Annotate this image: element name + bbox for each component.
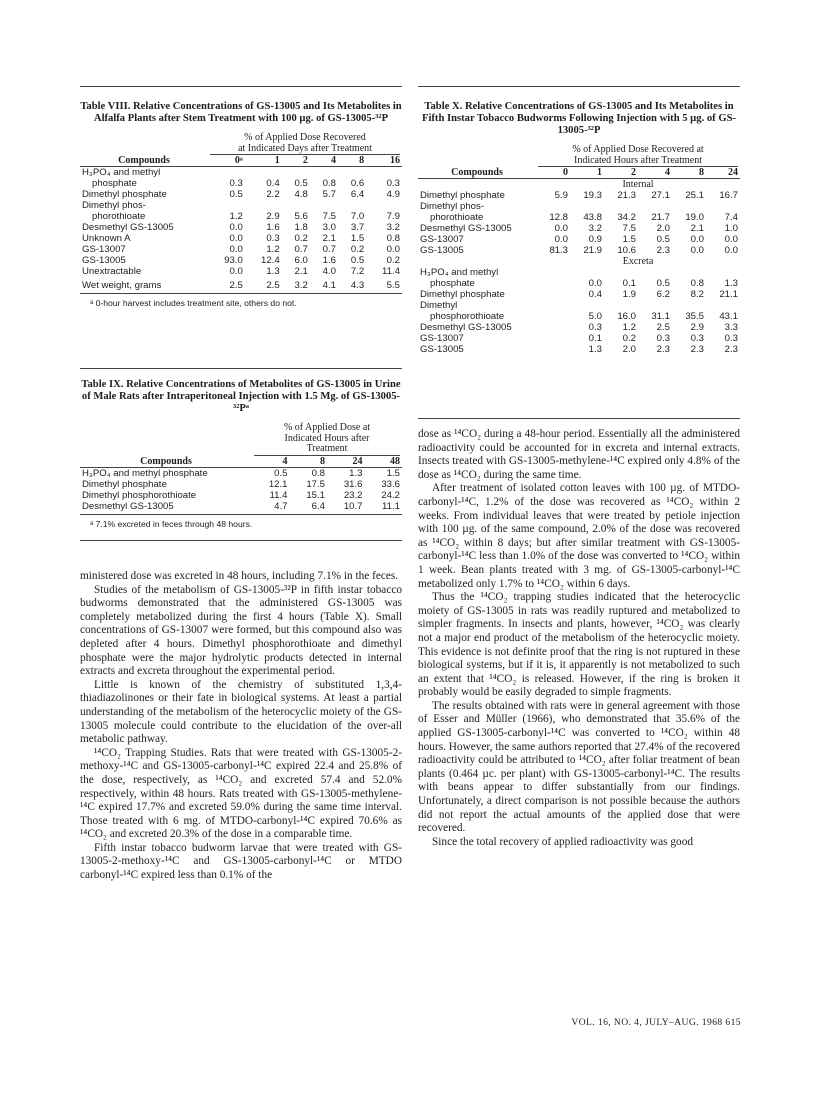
cell-value: 0.6 [350, 178, 365, 189]
cell-value: 5.0 [588, 311, 602, 322]
cell-value: 6.4 [311, 500, 325, 512]
cell-value: 1.3 [349, 467, 363, 479]
cell-value [638, 201, 672, 212]
cell-value: 12.8 [549, 212, 568, 223]
row-label: Dimethyl phosphate [420, 190, 505, 201]
table-row [418, 201, 740, 212]
column-header: 2 [631, 167, 636, 178]
cell-value: 21.3 [617, 190, 636, 201]
cell-value: 23.2 [343, 489, 363, 501]
table-x-span-head-2: Indicated Hours after Treatment [538, 156, 738, 168]
wet-weight-value: 5.5 [386, 280, 400, 291]
cell-value: 0.3 [386, 178, 400, 189]
cell-value: 0.2 [350, 244, 365, 255]
cell-value: 35.5 [685, 311, 704, 322]
cell-value: 93.0 [224, 255, 243, 266]
table-viii-end-rule [80, 368, 402, 369]
cell-value: 0.2 [622, 333, 636, 344]
row-label: phosphate [92, 178, 137, 189]
table-row [80, 178, 402, 189]
table-row [418, 245, 740, 256]
cell-value: 0.8 [386, 233, 400, 244]
cell-value [208, 200, 245, 211]
cell-value: 0.7 [294, 244, 308, 255]
table-x-end-rule [418, 418, 740, 419]
table-x-section-internal: Internal [622, 179, 654, 190]
table-row [418, 278, 740, 289]
cell-value: 2.9 [690, 322, 704, 333]
table-row [418, 234, 740, 245]
table-row [80, 490, 402, 501]
cell-value: 7.9 [386, 211, 400, 222]
cell-value: 21.7 [651, 212, 670, 223]
cell-value [536, 267, 570, 278]
table-row [80, 501, 402, 512]
table-ix-span-head-3: Treatment [254, 444, 400, 456]
cell-value [706, 300, 740, 311]
cell-value: 0.8 [311, 467, 325, 479]
cell-value: 0.3 [266, 233, 280, 244]
cell-value: 2.0 [656, 223, 670, 234]
cell-value: 4.9 [386, 189, 400, 200]
cell-value [536, 300, 570, 311]
top-rule-left [80, 86, 402, 87]
table-row [80, 167, 402, 179]
cell-value: 0.8 [690, 278, 704, 289]
column-header: 8 [320, 455, 325, 467]
table-ix-caption-text: Relative Concentrations of Metabolites of GS-13005 in Urine of Male Rats after Intraperitoneal Injection with 1.5 Mg. of GS-13005-³²Pᵃ [81, 379, 401, 414]
table-x [418, 101, 740, 355]
cell-value [310, 200, 338, 211]
cell-value [570, 267, 604, 278]
cell-value: 0.0 [386, 244, 400, 255]
cell-value: 0.5 [274, 467, 288, 479]
cell-value [570, 300, 604, 311]
cell-value: 6.4 [350, 189, 365, 200]
wet-weight-value: 2.5 [266, 280, 280, 291]
table-x-span-head-1: % of Applied Dose Recovered at [572, 144, 704, 155]
cell-value [570, 201, 604, 212]
cell-value [672, 201, 706, 212]
table-row [418, 333, 740, 344]
column-header: 4 [665, 167, 670, 178]
cell-value: 3.7 [350, 222, 365, 233]
row-label: GS-13007 [82, 244, 126, 255]
cell-value: 6.0 [294, 255, 308, 266]
cell-value: 0.0 [690, 245, 704, 256]
table-ix-caption [80, 379, 402, 415]
left-paragraph: ¹⁴CO₂ Trapping Studies. Rats that were treated with GS-13005-2-methoxy-¹⁴C and GS-13005-carbonyl-¹⁴C expired 22.4 and 25.8% of the dose, respectively, as ¹⁴CO₂ and excreted 57.4 and 52.0% respectively, within 48 hours. Rats treated with GS-13005-methylene-¹⁴C expired 17.7% and excreted 59.0% during the same time interval. Those treated with 6 mg. of MTDO-carbonyl-¹⁴C expired 70.6% as ¹⁴CO₂ and excreted 20.3% of the dose in a comparable time. [80, 746, 402, 841]
cell-value: 10.7 [343, 500, 363, 512]
cell-value: 33.6 [381, 478, 400, 490]
left-paragraph: Fifth instar tobacco budworm larvae that were treated with GS-13005-2-methoxy-¹⁴C and GS-13005-carbonyl-¹⁴C or MTDO carbonyl-¹⁴C expired less than 0.1% of the [80, 841, 402, 882]
table-viii-footnote: ᵃ 0-hour harvest includes treatment site, others do not. [90, 298, 297, 308]
column-header: 8 [359, 155, 365, 166]
table-viii-span-head-2: at Indicated Days after Treatment [210, 144, 400, 156]
row-label: Dimethyl phosphorothioate [82, 489, 197, 501]
table-viii [80, 101, 402, 308]
cell-value: 5.9 [554, 190, 568, 201]
table-row [80, 467, 402, 479]
cell-value: 0.0 [229, 266, 243, 277]
right-body-text [418, 428, 740, 849]
table-row [418, 311, 740, 322]
cell-value: 1.5 [350, 233, 365, 244]
cell-value: 0.5 [350, 255, 365, 266]
row-label: H₃PO₄ and methyl [82, 167, 161, 178]
table-viii-bottom-rule [80, 293, 402, 294]
cell-value: 7.5 [322, 211, 336, 222]
table-ix-span-head-2: Indicated Hours after [284, 432, 370, 444]
cell-value: 27.1 [651, 190, 670, 201]
cell-value: 2.2 [266, 189, 280, 200]
cell-value: 0.0 [229, 222, 243, 233]
row-label: GS-13005 [420, 344, 464, 355]
cell-value [282, 200, 310, 211]
cell-value: 2.1 [690, 223, 704, 234]
cell-value: 81.3 [549, 245, 568, 256]
table-row [418, 212, 740, 223]
cell-value [638, 300, 672, 311]
cell-value: 43.1 [719, 311, 738, 322]
table-ix-end-rule [80, 540, 402, 541]
cell-value: 7.4 [724, 212, 738, 223]
cell-value [536, 311, 570, 322]
cell-value: 17.5 [306, 478, 325, 490]
cell-value: 19.0 [685, 212, 704, 223]
cell-value [338, 200, 366, 211]
table-ix-bottom-rule [80, 514, 402, 515]
cell-value: 2.0 [622, 344, 636, 355]
table-row [418, 322, 740, 333]
cell-value [536, 289, 570, 300]
cell-value: 4.7 [274, 500, 288, 512]
top-rule-right [418, 86, 740, 87]
table-viii-caption [80, 101, 402, 125]
left-paragraph: Studies of the metabolism of GS-13005-³²P in fifth instar tobacco budworms demonstrated that the administered GS-13005 was completely metabolized during the first 4 hours (Table X). Small concentrations of GS-13007 were formed, but this compound also was depleted after 4 hours. Dimethyl phosphorothioate and dimethyl phosphate were the major hydrolytic products detected in internal extracts and excreta throughout the experimental period. [80, 583, 402, 678]
column-header: 16 [390, 155, 400, 166]
table-viii-grid [80, 133, 402, 291]
row-label: Dimethyl phosphate [82, 478, 167, 490]
column-header: 2 [302, 155, 308, 166]
cell-value: 0.0 [229, 244, 243, 255]
row-label: H₃PO₄ and methyl [420, 267, 499, 278]
cell-value: 7.5 [622, 223, 636, 234]
column-header: 0 [563, 167, 568, 178]
table-ix-col-compounds: Compounds [140, 455, 192, 467]
row-label: phosphorothioate [430, 311, 505, 322]
cell-value: 24.2 [381, 489, 400, 501]
row-label: GS-13007 [420, 234, 464, 245]
cell-value: 3.0 [322, 222, 336, 233]
cell-value: 1.2 [622, 322, 636, 333]
cell-value: 5.7 [322, 189, 336, 200]
cell-value: 3.2 [386, 222, 400, 233]
table-row [418, 190, 740, 201]
cell-value: 0.5 [229, 189, 243, 200]
cell-value: 12.4 [261, 255, 280, 266]
row-label: Dimethyl phos- [82, 200, 146, 211]
cell-value: 7.0 [350, 211, 365, 222]
cell-value: 2.1 [294, 266, 308, 277]
cell-value [604, 201, 638, 212]
cell-value: 11.4 [269, 489, 288, 501]
table-row [80, 479, 402, 490]
cell-value: 4.8 [294, 189, 308, 200]
cell-value: 1.8 [294, 222, 308, 233]
column-header: 24 [352, 455, 363, 467]
cell-value: 1.2 [266, 244, 280, 255]
cell-value: 0.7 [322, 244, 336, 255]
column-header: 1 [597, 167, 602, 178]
table-row [80, 255, 402, 266]
cell-value [672, 267, 706, 278]
row-label: GS-13005 [420, 245, 464, 256]
right-paragraph: The results obtained with rats were in general agreement with those of Esser and Müller (1966), who demonstrated that 35.6% of the applied GS-13005-carbonyl-¹⁴C was converted to ¹⁴CO₂ within 48 hours. However, the same authors reported that 27.4% of the recovered radioactivity could be attributed to ¹⁴CO₂ after foliar treatment of bean plants (0.464 µc. per plant) with GS-13005-carbonyl-¹⁴C. The results with beans appear to differ substantially from our findings. Unfortunately, a direct comparison is not possible because the authors did not report the actual amounts of the applied dose that were recovered. [418, 699, 740, 835]
cell-value: 0.0 [554, 234, 568, 245]
cell-value: 0.3 [724, 333, 738, 344]
cell-value: 21.1 [719, 289, 738, 300]
wet-weight-value: 4.1 [322, 280, 336, 291]
cell-value [604, 267, 638, 278]
left-paragraph: ministered dose was excreted in 48 hours, including 7.1% in the feces. [80, 570, 399, 582]
cell-value: 25.1 [685, 190, 704, 201]
cell-value: 34.2 [617, 212, 636, 223]
table-row [80, 266, 402, 277]
cell-value: 2.3 [656, 344, 670, 355]
cell-value: 0.2 [386, 255, 400, 266]
table-x-caption-text: Relative Concentrations of GS-13005 and Its Metabolites in Fifth Instar Tobacco Budworms Following Injection with 5 µg. of GS-13005-³²P [421, 101, 737, 136]
table-row [80, 244, 402, 255]
cell-value: 1.2 [229, 211, 243, 222]
table-row [418, 267, 740, 278]
cell-value [638, 267, 672, 278]
table-x-grid [418, 145, 740, 355]
cell-value: 31.6 [343, 478, 363, 490]
table-viii-col-compounds: Compounds [118, 155, 170, 166]
cell-value: 11.1 [382, 500, 400, 512]
cell-value [706, 267, 740, 278]
cell-value: 15.1 [306, 489, 325, 501]
cell-value: 0.3 [229, 178, 243, 189]
cell-value: 21.9 [583, 245, 602, 256]
cell-value [282, 167, 310, 179]
table-ix [80, 379, 402, 529]
cell-value: 0.5 [294, 178, 308, 189]
column-header: 4 [282, 455, 288, 467]
row-label: Dimethyl phosphate [82, 189, 167, 200]
table-row [80, 211, 402, 222]
column-header: 1 [274, 155, 280, 166]
cell-value [366, 167, 402, 179]
cell-value [536, 333, 570, 344]
cell-value: 31.1 [651, 311, 670, 322]
cell-value: 11.4 [382, 266, 400, 277]
table-ix-footnote: ᵃ 7.1% excreted in feces through 48 hours. [90, 518, 253, 529]
cell-value [536, 201, 570, 212]
left-paragraph: Little is known of the chemistry of substituted 1,3,4-thiadiazolinones or their fate in biological systems. At least a partial understanding of the metabolism of the heterocyclic moiety of the GS-13005 molecule could contribute to the elucidation of the over-all metabolic pathway. [80, 678, 402, 746]
row-label: Desmethyl GS-13005 [420, 322, 512, 333]
cell-value: 19.3 [583, 190, 602, 201]
cell-value: 43.8 [583, 212, 602, 223]
row-label: GS-13007 [420, 333, 464, 344]
cell-value: 0.5 [656, 278, 670, 289]
cell-value: 1.0 [724, 223, 738, 234]
cell-value: 1.6 [322, 255, 336, 266]
cell-value [706, 201, 740, 212]
right-paragraph: Thus the ¹⁴CO₂ trapping studies indicated that the heterocyclic moiety of GS-13005 in rats was readily ruptured and metabolized to simpler fragments. In insects and plants, however, ¹⁴CO₂ was clearly not a major end product of the metabolism of the heterocyclic moiety. This evidence is not definite proof that the ring is not ruptured in these biological systems, but if it is, it apparently is not metabolized to such an extent that ¹⁴CO₂ is released. However, if the ring is broken it probably would be easily degraded to simple fragments. [418, 591, 740, 699]
table-row [418, 300, 740, 311]
table-row [418, 289, 740, 300]
row-label: Desmethyl GS-13005 [82, 222, 174, 233]
cell-value: 3.3 [724, 322, 738, 333]
row-label: Desmethyl GS-13005 [82, 500, 174, 512]
cell-value: 0.0 [724, 234, 738, 245]
row-label: Unextractable [82, 266, 142, 277]
cell-value: 4.0 [322, 266, 336, 277]
table-x-section-excreta: Excreta [622, 256, 654, 267]
cell-value: 2.3 [724, 344, 738, 355]
cell-value: 0.0 [690, 234, 704, 245]
cell-value: 2.9 [266, 211, 280, 222]
cell-value [310, 167, 338, 179]
table-row [418, 223, 740, 234]
column-header: 24 [728, 167, 738, 178]
cell-value: 0.4 [588, 289, 602, 300]
row-label: phosphate [430, 278, 475, 289]
column-header: 0ᵃ [234, 155, 243, 166]
table-ix-caption-lead: Table IX. [81, 379, 124, 390]
cell-value: 0.8 [322, 178, 336, 189]
wet-weight-value: 4.3 [350, 280, 365, 291]
table-x-caption [418, 101, 740, 137]
cell-value [604, 300, 638, 311]
cell-value: 3.2 [588, 223, 602, 234]
cell-value: 0.9 [588, 234, 602, 245]
row-label: GS-13005 [82, 255, 126, 266]
column-header: 8 [699, 167, 704, 178]
table-row [80, 233, 402, 244]
cell-value [245, 200, 282, 211]
cell-value: 1.3 [588, 344, 602, 355]
table-x-caption-lead: Table X. [424, 101, 463, 112]
right-paragraph: Since the total recovery of applied radioactivity was good [432, 835, 693, 848]
cell-value: 0.1 [588, 333, 602, 344]
row-label: Dimethyl [420, 300, 458, 311]
cell-value: 0.3 [656, 333, 670, 344]
cell-value [338, 167, 366, 179]
cell-value: 8.2 [690, 289, 704, 300]
cell-value: 5.6 [294, 211, 308, 222]
cell-value: 6.2 [656, 289, 670, 300]
cell-value: 1.6 [266, 222, 280, 233]
table-ix-grid [80, 423, 402, 512]
table-x-col-compounds: Compounds [451, 167, 503, 178]
table-row [80, 200, 402, 211]
wet-weight-value: 2.5 [229, 280, 243, 291]
cell-value: 1.5 [622, 234, 636, 245]
left-body-text [80, 570, 402, 883]
cell-value: 2.3 [656, 245, 670, 256]
cell-value [536, 278, 570, 289]
table-viii-caption-lead: Table VIII. [80, 101, 131, 112]
row-label: Dimethyl phosphate [420, 289, 505, 300]
cell-value: 2.3 [690, 344, 704, 355]
cell-value [536, 322, 570, 333]
table-ix-span-head-1: % of Applied Dose at [283, 422, 371, 433]
cell-value: 1.9 [622, 289, 636, 300]
row-label: Unknown A [82, 233, 131, 244]
cell-value: 0.1 [622, 278, 636, 289]
cell-value: 0.0 [588, 278, 602, 289]
cell-value: 16.0 [617, 311, 636, 322]
column-header: 4 [331, 155, 336, 166]
page-footer: VOL. 16, NO. 4, JULY–AUG. 1968 615 [571, 1017, 741, 1028]
cell-value: 2.5 [656, 322, 670, 333]
cell-value [672, 300, 706, 311]
table-row [418, 344, 740, 355]
table-viii-caption-text: Relative Concentrations of GS-13005 and Its Metabolites in Alfalfa Plants after Stem Treatment with 100 µg. of GS-13005-³²P [93, 101, 402, 124]
table-viii-wet-label: Wet weight, grams [82, 280, 162, 291]
cell-value: 0.4 [266, 178, 280, 189]
cell-value: 0.0 [229, 233, 243, 244]
cell-value: 0.3 [588, 322, 602, 333]
table-row [80, 189, 402, 200]
cell-value: 0.3 [690, 333, 704, 344]
right-paragraph: dose as ¹⁴CO₂ during a 48-hour period. Essentially all the administered radioactivity could be accounted for in excreta and internal extracts. Insects treated with GS-13005-methylene-¹⁴C expired only 4.8% of the dose as ¹⁴CO₂ during the same time. [418, 428, 740, 481]
cell-value: 12.1 [268, 478, 288, 490]
cell-value [208, 167, 245, 179]
column-header: 48 [390, 455, 400, 467]
row-label: Dimethyl phos- [420, 201, 484, 212]
row-label: phorothioate [92, 211, 146, 222]
cell-value: 16.7 [719, 190, 738, 201]
cell-value [536, 344, 570, 355]
cell-value: 7.2 [350, 266, 365, 277]
row-label: Desmethyl GS-13005 [420, 223, 512, 234]
cell-value: 1.3 [724, 278, 738, 289]
row-label: H₃PO₄ and methyl phosphate [82, 467, 208, 479]
cell-value: 0.0 [724, 245, 738, 256]
wet-weight-value: 3.2 [294, 280, 308, 291]
row-label: phorothioate [430, 212, 484, 223]
cell-value: 1.3 [266, 266, 280, 277]
cell-value [245, 167, 282, 179]
cell-value: 1.5 [386, 467, 400, 479]
cell-value: 0.5 [656, 234, 670, 245]
cell-value: 10.6 [617, 245, 636, 256]
cell-value: 0.0 [554, 223, 568, 234]
table-row [80, 222, 402, 233]
right-paragraph: After treatment of isolated cotton leaves with 100 µg. of MTDO-carbonyl-¹⁴C, 1.2% of the dose was recovered as ¹⁴CO₂ within 2 weeks. From individual leaves that were treated by petiole injection with 100 µg. of the same compound, 2.0% of the dose was recovered as ¹⁴CO₂ within 8 days; but after similar treatment with GS-13005-carbonyl-¹⁴C less than 1.0% of the dose was converted to ¹⁴CO₂ within 1 week. Bean plants treated with 3 mg. of GS-13005-carbonyl-¹⁴C metabolized only 1.7% to ¹⁴CO₂ within 6 days. [418, 482, 740, 590]
cell-value: 2.1 [322, 233, 336, 244]
cell-value [366, 200, 402, 211]
table-viii-span-head-1: % of Applied Dose Recovered [244, 132, 366, 143]
cell-value: 0.2 [294, 233, 308, 244]
